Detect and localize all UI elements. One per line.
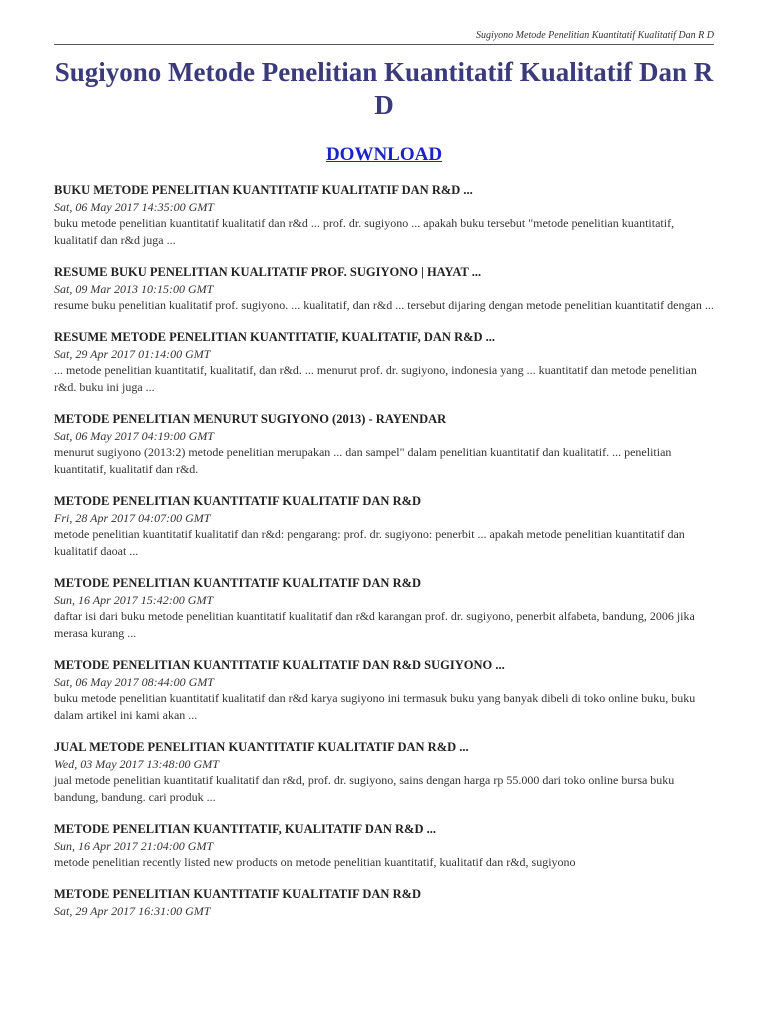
result-date: Sun, 16 Apr 2017 15:42:00 GMT	[54, 593, 214, 607]
result-snippet: buku metode penelitian kuantitatif kualitatif dan r&d karya sugiyono ini termasuk buku yang banyak dibeli di toko online buku, buku dalam artikel ini kami akan ...	[54, 691, 696, 722]
result-date: Sat, 29 Apr 2017 01:14:00 GMT	[54, 347, 211, 361]
list-item	[54, 821, 714, 871]
results-list	[54, 182, 714, 934]
page-title: Sugiyono Metode Penelitian Kuantitatif Kualitatif Dan R D	[54, 57, 714, 120]
list-item	[54, 182, 714, 249]
result-snippet: menurut sugiyono (2013:2) metode penelitian merupakan ... dan sampel" dalam penelitian kuantitatif dan kualitatif. ... penelitian kuantitatif, kualitatif dan r&d.	[54, 445, 672, 476]
result-date: Sun, 16 Apr 2017 21:04:00 GMT	[54, 839, 214, 853]
list-item	[54, 575, 714, 642]
result-title: METODE PENELITIAN KUANTITATIF KUALITATIF DAN R&D SUGIYONO ...	[54, 658, 505, 672]
result-title: METODE PENELITIAN KUANTITATIF KUALITATIF DAN R&D	[54, 887, 422, 901]
result-snippet: metode penelitian recently listed new products on metode penelitian kuantitatif, kualitatif dan r&d, sugiyono	[54, 855, 576, 869]
result-snippet: resume buku penelitian kualitatif prof. sugiyono. ... kualitatif, dan r&d ... tersebut dijaring dengan metode penelitian kuantitatif dengan ...	[54, 298, 714, 312]
list-item	[54, 657, 714, 724]
result-date: Sat, 29 Apr 2017 16:31:00 GMT	[54, 904, 211, 918]
result-title: JUAL METODE PENELITIAN KUANTITATIF KUALITATIF DAN R&D ...	[54, 740, 469, 754]
result-title: RESUME METODE PENELITIAN KUANTITATIF, KUALITATIF, DAN R&D ...	[54, 330, 496, 344]
result-snippet: jual metode penelitian kuantitatif kualitatif dan r&d, prof. dr. sugiyono, sains dengan harga rp 55.000 dari toko online bursa buku bandung, bandung. cari produk ...	[54, 773, 675, 804]
result-title: METODE PENELITIAN MENURUT SUGIYONO (2013) - RAYENDAR	[54, 412, 447, 426]
list-item	[54, 264, 714, 314]
result-snippet: buku metode penelitian kuantitatif kualitatif dan r&d ... prof. dr. sugiyono ... apakah buku tersebut "metode penelitian kuantitatif, kualitatif dan r&d juga ...	[54, 216, 675, 247]
result-title: RESUME BUKU PENELITIAN KUALITATIF PROF. SUGIYONO | HAYAT ...	[54, 265, 482, 279]
result-date: Wed, 03 May 2017 13:48:00 GMT	[54, 757, 219, 771]
list-item	[54, 739, 714, 806]
result-snippet: ... metode penelitian kuantitatif, kualitatif, dan r&d. ... menurut prof. dr. sugiyono, indonesia yang ... kuantitatif dan metode penelitian r&d. buku ini juga ...	[54, 363, 697, 394]
result-snippet: daftar isi dari buku metode penelitian kuantitatif kualitatif dan r&d karangan prof. dr. sugiyono, penerbit alfabeta, bandung, 2006 jika merasa kurang ...	[54, 609, 695, 640]
result-title: METODE PENELITIAN KUANTITATIF, KUALITATIF DAN R&D ...	[54, 822, 436, 836]
result-title: BUKU METODE PENELITIAN KUANTITATIF KUALITATIF DAN R&D ...	[54, 183, 473, 197]
result-snippet: metode penelitian kuantitatif kualitatif dan r&d: pengarang: prof. dr. sugiyono: penerbit ... apakah metode penelitian kuantitatif dan kualitatif daoat ...	[54, 527, 685, 558]
list-item	[54, 329, 714, 396]
running-header: Sugiyono Metode Penelitian Kuantitatif Kualitatif Dan R D	[475, 30, 714, 41]
result-title: METODE PENELITIAN KUANTITATIF KUALITATIF DAN R&D	[54, 576, 422, 590]
result-date: Sat, 06 May 2017 04:19:00 GMT	[54, 429, 214, 443]
list-item	[54, 493, 714, 560]
list-item	[54, 886, 714, 919]
result-title: METODE PENELITIAN KUANTITATIF KUALITATIF DAN R&D	[54, 494, 422, 508]
header-rule	[54, 44, 714, 45]
result-date: Sat, 09 Mar 2013 10:15:00 GMT	[54, 282, 214, 296]
download-link[interactable]: DOWNLOAD	[325, 144, 443, 165]
result-date: Fri, 28 Apr 2017 04:07:00 GMT	[54, 511, 211, 525]
result-date: Sat, 06 May 2017 14:35:00 GMT	[54, 200, 214, 214]
list-item	[54, 411, 714, 478]
result-date: Sat, 06 May 2017 08:44:00 GMT	[54, 675, 214, 689]
